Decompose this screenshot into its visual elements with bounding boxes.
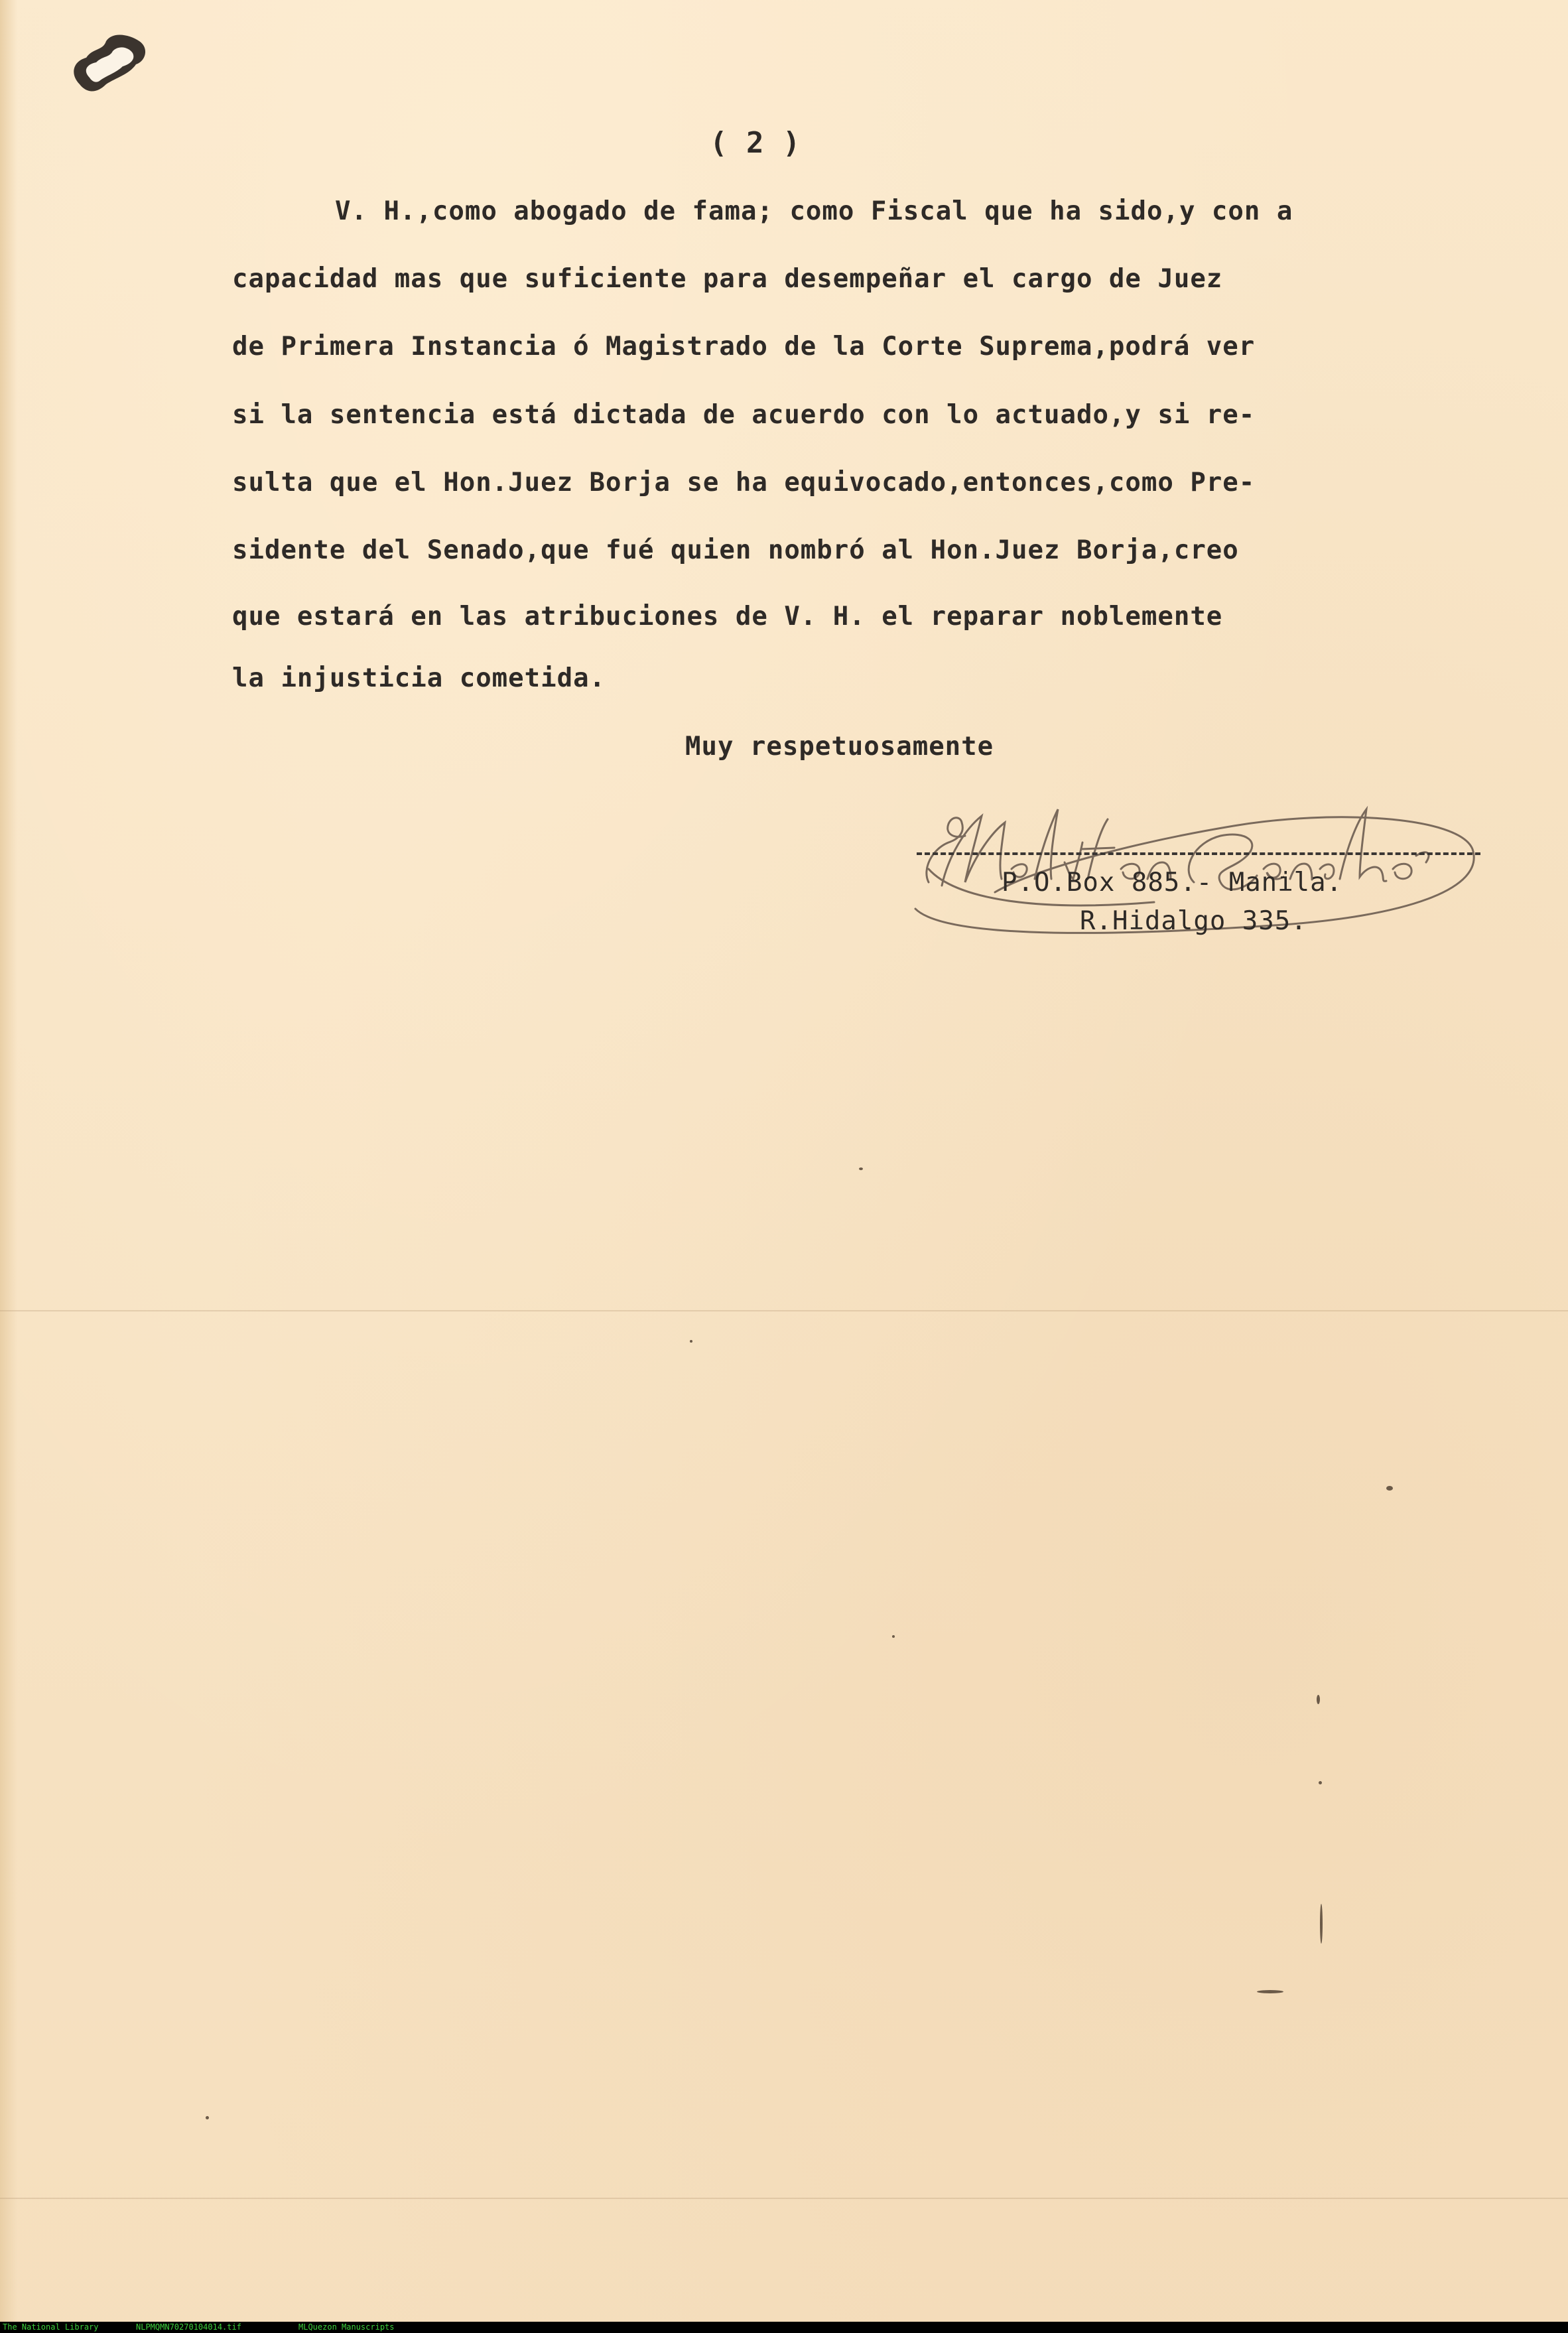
footer-library: The National Library — [3, 2322, 99, 2332]
body-line: si la sentencia está dictada de acuerdo con lo actuado,y si re- — [232, 400, 1256, 430]
footer-collection: MLQuezon Manuscripts — [298, 2322, 395, 2332]
body-line: la injusticia cometida. — [232, 663, 606, 693]
address-line: P.O.Box 885.- Manila. — [1002, 868, 1343, 898]
body-line: de Primera Instancia ó Magistrado de la Corte Suprema,podrá ver — [232, 332, 1256, 362]
paper-speck — [1320, 1904, 1323, 1944]
punch-hole-icon — [66, 21, 153, 101]
paper-speck — [206, 2116, 209, 2119]
body-line: capacidad mas que suficiente para desempeñar el cargo de Juez — [232, 264, 1223, 294]
paper-speck — [1386, 1486, 1393, 1491]
body-line: sulta que el Hon.Juez Borja se ha equivocado,entonces,como Pre- — [232, 468, 1256, 498]
body-line: V. H.,como abogado de fama; como Fiscal que ha sido,y con a — [335, 196, 1293, 226]
signature-dashed-line — [917, 852, 1480, 855]
body-line: que estará en las atribuciones de V. H. el reparar noblemente — [232, 602, 1223, 632]
footer-file-id: NLPMQMN70270104014.tif — [136, 2322, 241, 2332]
paper-speck — [1317, 1695, 1320, 1704]
closing-salutation: Muy respetuosamente — [685, 732, 994, 762]
address-line: R.Hidalgo 335. — [1080, 906, 1307, 936]
paper-speck — [892, 1635, 895, 1638]
paper-speck — [859, 1167, 863, 1170]
page-number: ( 2 ) — [710, 126, 801, 160]
fold-line — [0, 2198, 1568, 2199]
paper-speck — [1257, 1990, 1283, 1993]
page-edge — [0, 0, 17, 2322]
body-line: sidente del Senado,que fué quien nombró al Hon.Juez Borja,creo — [232, 535, 1239, 565]
paper-speck — [690, 1340, 692, 1343]
fold-line — [0, 1310, 1568, 1311]
paper-speck — [1319, 1781, 1322, 1784]
